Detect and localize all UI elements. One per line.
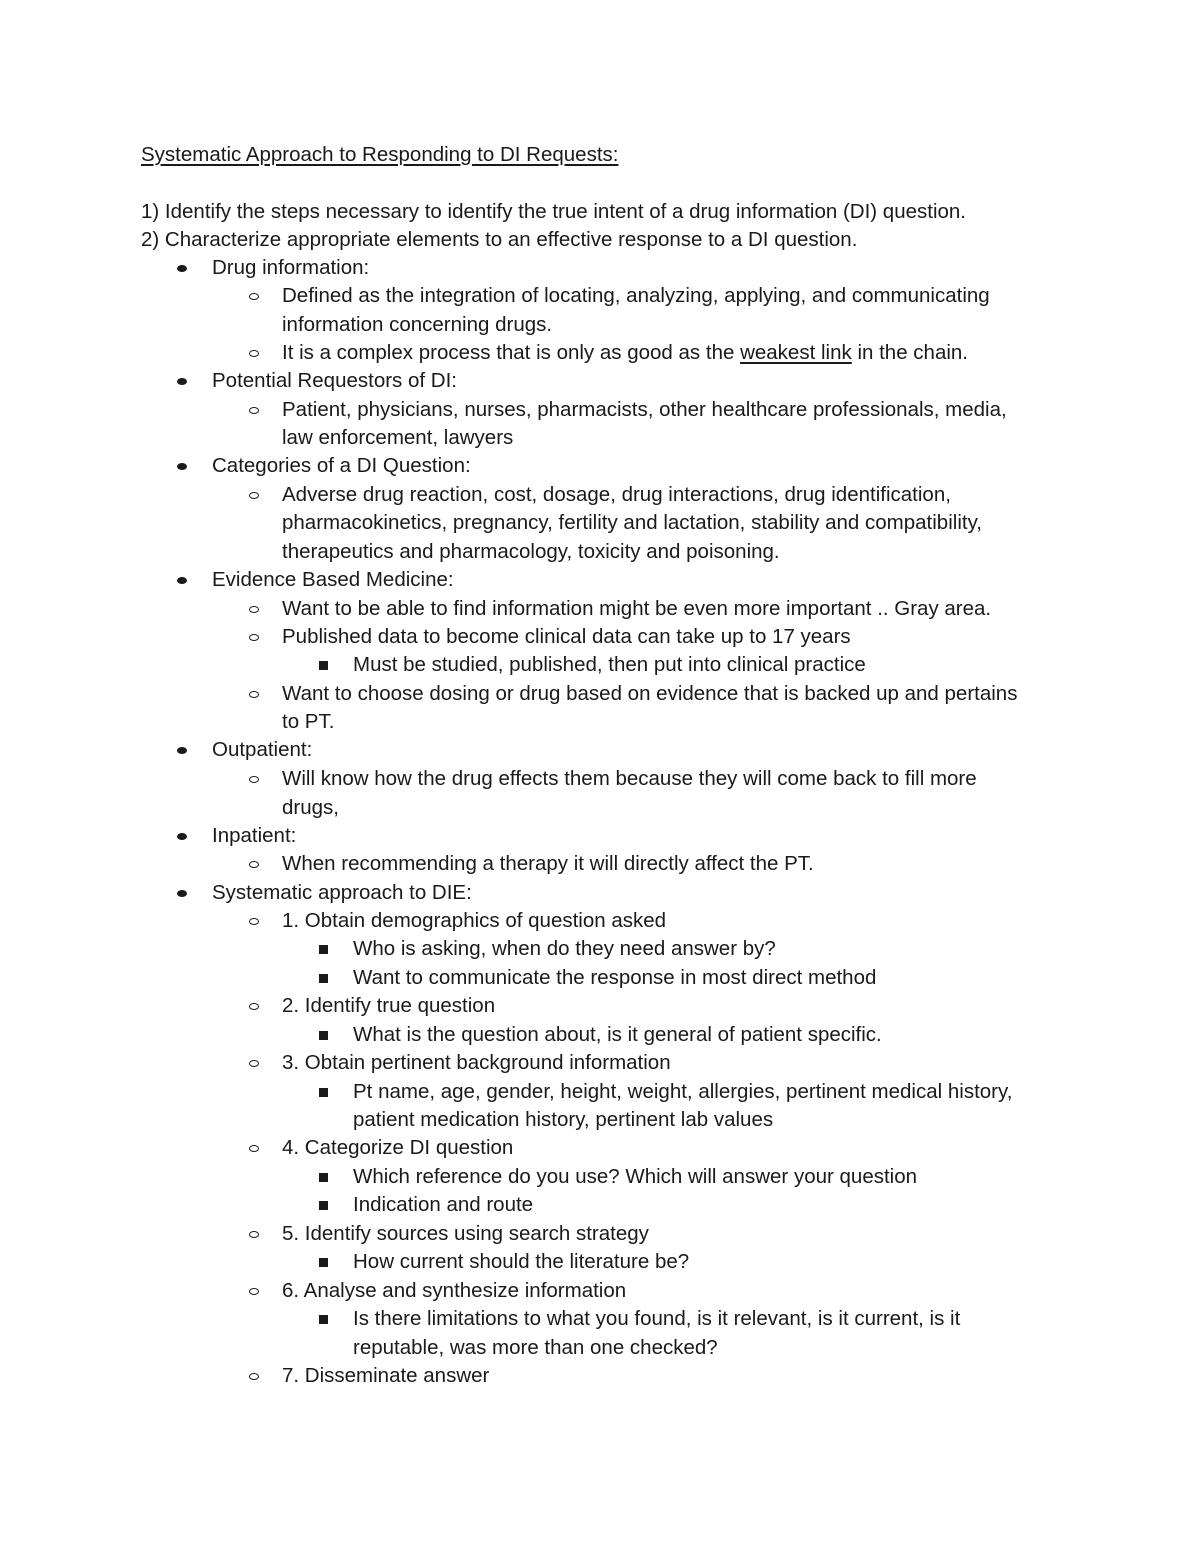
step-1: 1. Obtain demographics of question asked <box>282 909 667 932</box>
bullet-hollow-icon <box>249 492 259 499</box>
bullet-filled-icon <box>177 747 187 754</box>
objective-1: 1) Identify the steps necessary to identify the true intent of a drug information (DI) question. <box>141 200 966 223</box>
step-1-sub-a: Who is asking, when do they need answer by? <box>353 937 776 960</box>
bullet-hollow-icon <box>249 1060 259 1067</box>
bullet-square-icon <box>319 1315 328 1324</box>
step-7: 7. Disseminate answer <box>282 1364 490 1387</box>
step-5-sub-a: How current should the literature be? <box>353 1250 690 1273</box>
step-5: 5. Identify sources using search strategy <box>282 1222 649 1245</box>
objective-2: 2) Characterize appropriate elements to an effective response to a DI question. <box>141 228 858 251</box>
bullet-square-icon <box>319 1201 328 1210</box>
bullet-hollow-icon <box>249 1145 259 1152</box>
document-title: Systematic Approach to Responding to DI Requests: <box>141 143 619 166</box>
step-3: 3. Obtain pertinent background information <box>282 1051 671 1074</box>
bullet-filled-icon <box>177 265 187 272</box>
bullet-hollow-icon <box>249 293 259 300</box>
ebm-item-1: Want to be able to find information might be even more important .. Gray area. <box>282 597 992 620</box>
drug-info-heading: Drug information: <box>212 256 370 279</box>
step-6-sub-a: Is there limitations to what you found, is it relevant, is it current, is it <box>353 1307 961 1330</box>
bullet-hollow-icon <box>249 1231 259 1238</box>
bullet-filled-icon <box>177 833 187 840</box>
bullet-square-icon <box>319 661 328 670</box>
bullet-square-icon <box>319 1031 328 1040</box>
bullet-hollow-icon <box>249 350 259 357</box>
step-6-sub-a-cont: reputable, was more than one checked? <box>353 1336 718 1359</box>
step-3-sub-a: Pt name, age, gender, height, weight, allergies, pertinent medical history, <box>353 1080 1013 1103</box>
step-2-sub-a: What is the question about, is it general of patient specific. <box>353 1023 882 1046</box>
bullet-hollow-icon <box>249 1373 259 1380</box>
bullet-hollow-icon <box>249 606 259 613</box>
bullet-hollow-icon <box>249 691 259 698</box>
bullet-hollow-icon <box>249 1288 259 1295</box>
bullet-hollow-icon <box>249 407 259 414</box>
requestors-heading: Potential Requestors of DI: <box>212 369 457 392</box>
step-4-sub-a: Which reference do you use? Which will answer your question <box>353 1165 918 1188</box>
bullet-square-icon <box>319 1258 328 1267</box>
outpatient-item-cont: drugs, <box>282 796 339 819</box>
bullet-filled-icon <box>177 463 187 470</box>
bullet-square-icon <box>319 945 328 954</box>
ebm-item-3-cont: to PT. <box>282 710 335 733</box>
categories-item-cont-1: pharmacokinetics, pregnancy, fertility and lactation, stability and compatibility, <box>282 511 982 534</box>
bullet-hollow-icon <box>249 918 259 925</box>
step-2: 2. Identify true question <box>282 994 496 1017</box>
drug-info-item-2 <box>282 339 968 367</box>
systematic-heading: Systematic approach to DIE: <box>212 881 472 904</box>
step-4: 4. Categorize DI question <box>282 1136 514 1159</box>
bullet-filled-icon <box>177 577 187 584</box>
categories-item: Adverse drug reaction, cost, dosage, drug interactions, drug identification, <box>282 483 951 506</box>
ebm-item-2-sub: Must be studied, published, then put into clinical practice <box>353 653 866 676</box>
ebm-item-3: Want to choose dosing or drug based on evidence that is backed up and pertains <box>282 682 1018 705</box>
drug-info-item-2-end: in the chain. <box>851 341 968 364</box>
categories-item-cont-2: therapeutics and pharmacology, toxicity and poisoning. <box>282 540 780 563</box>
outpatient-item: Will know how the drug effects them because they will come back to fill more <box>282 767 977 790</box>
step-3-sub-a-cont: patient medication history, pertinent lab values <box>353 1108 774 1131</box>
requestors-item-cont: law enforcement, lawyers <box>282 426 514 449</box>
outpatient-heading: Outpatient: <box>212 738 313 761</box>
bullet-hollow-icon <box>249 1003 259 1010</box>
ebm-item-2: Published data to become clinical data can take up to 17 years <box>282 625 851 648</box>
bullet-hollow-icon <box>249 776 259 783</box>
bullet-hollow-icon <box>249 634 259 641</box>
step-1-sub-b: Want to communicate the response in most direct method <box>353 966 877 989</box>
categories-heading: Categories of a DI Question: <box>212 454 471 477</box>
inpatient-item: When recommending a therapy it will directly affect the PT. <box>282 852 814 875</box>
step-6: 6. Analyse and synthesize information <box>282 1279 627 1302</box>
drug-info-item-2-text: It is a complex process that is only as good as the <box>282 341 741 364</box>
drug-info-item-1-cont: information concerning drugs. <box>282 313 553 336</box>
bullet-hollow-icon <box>249 861 259 868</box>
drug-info-item-1: Defined as the integration of locating, analyzing, applying, and communicating <box>282 284 990 307</box>
bullet-square-icon <box>319 1088 328 1097</box>
bullet-square-icon <box>319 1173 328 1182</box>
bullet-square-icon <box>319 974 328 983</box>
ebm-heading: Evidence Based Medicine: <box>212 568 454 591</box>
step-4-sub-b: Indication and route <box>353 1193 534 1216</box>
bullet-filled-icon <box>177 890 187 897</box>
requestors-item: Patient, physicians, nurses, pharmacists, other healthcare professionals, media, <box>282 398 1007 421</box>
weakest-link-underlined: weakest link <box>740 341 852 364</box>
bullet-filled-icon <box>177 378 187 385</box>
inpatient-heading: Inpatient: <box>212 824 297 847</box>
